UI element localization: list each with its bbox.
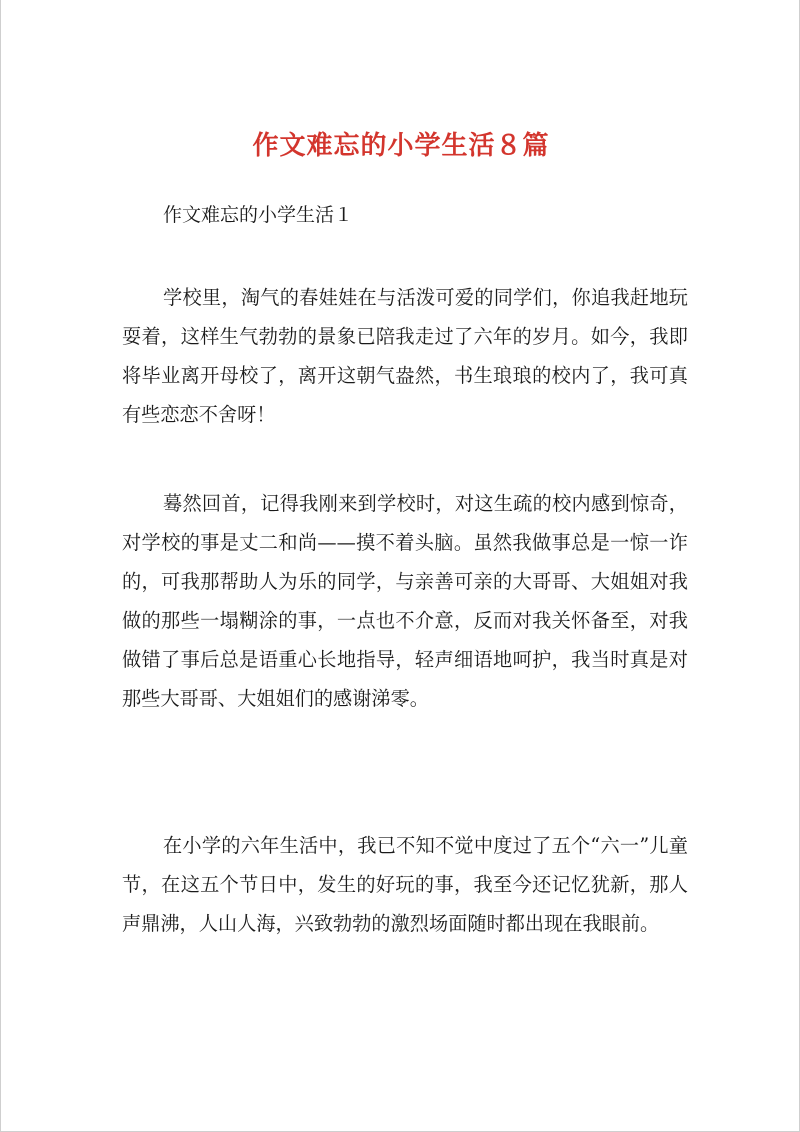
document-title: 作文难忘的小学生活８篇 xyxy=(252,131,550,161)
paragraph-3: 在小学的六年生活中，我已不知不觉中度过了五个“六一”儿童节，在这五个节日中，发生的好玩的事，我至今还记忆犹新，那人声鼎沸，人山人海，兴致勃勃的激烈场面随时都出现在我眼前。 xyxy=(122,834,688,935)
paragraph-2: 蓦然回首，记得我刚来到学校时，对这生疏的校内感到惊奇，对学校的事是丈二和尚——摸不着头脑。虽然我做事总是一惊一诈的，可我那帮助人为乐的同学，与亲善可亲的大哥哥、大姐姐对我做的那些一塌糊涂的事，一点也不介意，反而对我关怀备至，对我做错了事后总是语重心长地指导，轻声细语地呵护，我当时真是对那些大哥哥、大姐姐们的感谢涕零。 xyxy=(122,492,688,710)
paragraph-1: 学校里，淘气的春娃娃在与活泼可爱的同学们，你追我赶地玩耍着，这样生气勃勃的景象已陪我走过了六年的岁月。如今，我即将毕业离开母校了，离开这朝气盎然，书生琅琅的校内了，我可真有些恋恋不舍呀！ xyxy=(122,286,688,426)
section-heading: 作文难忘的小学生活１ xyxy=(163,204,354,226)
